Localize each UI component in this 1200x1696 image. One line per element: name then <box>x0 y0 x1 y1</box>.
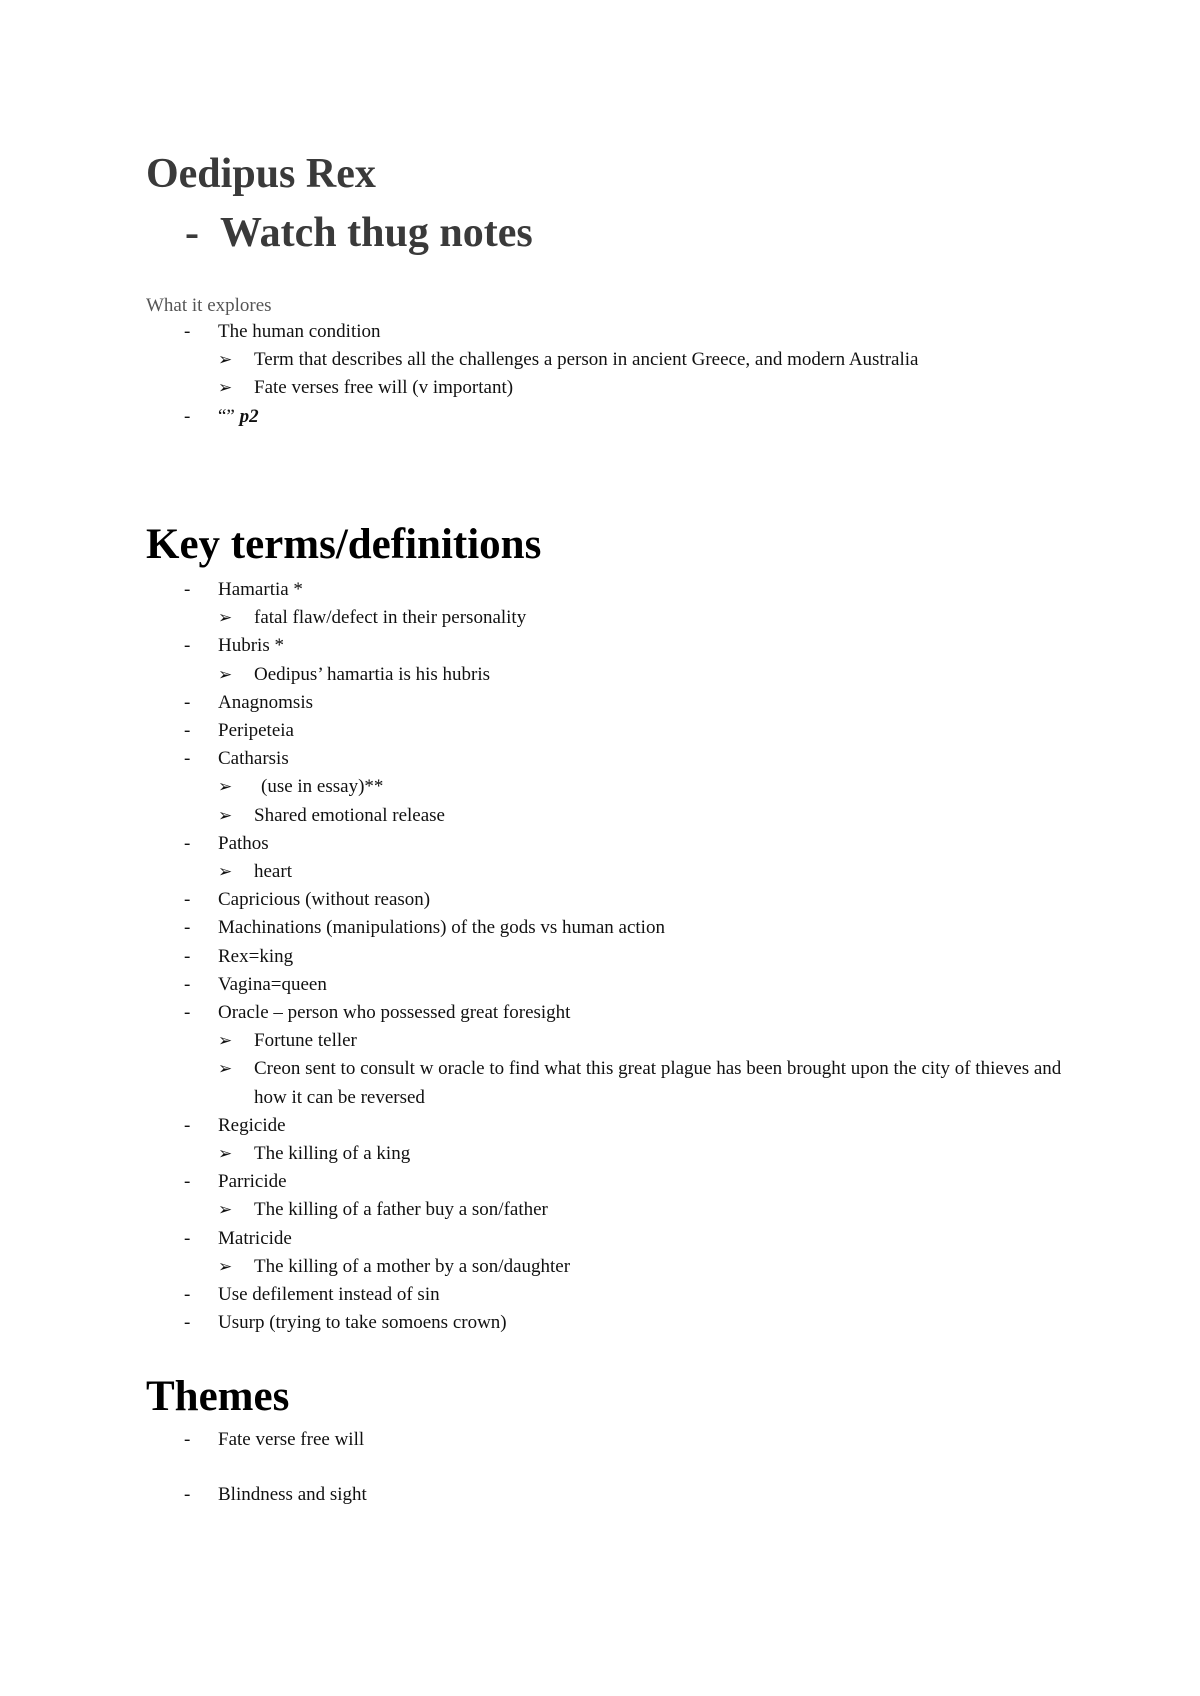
sub-list-item: ➢ Shared emotional release <box>0 802 1200 830</box>
list-item: - Vagina=queen <box>0 971 1200 999</box>
sub-list-item-text: (use in essay)** <box>261 776 384 798</box>
quote-marks: “” <box>218 405 235 427</box>
list-spacer <box>0 1454 1200 1481</box>
list-item: - Peripeteia <box>0 717 1200 745</box>
intro-label: What it explores <box>146 295 272 316</box>
list-item: - Use defilement instead of sin <box>0 1281 1200 1309</box>
themes-heading: Themes <box>146 1373 290 1420</box>
sub-list-item: ➢ Oedipus’ hamartia is his hubris <box>0 661 1200 689</box>
list-item: - Regicide <box>0 1112 1200 1140</box>
list-item: - Fate verse free will <box>0 1426 1200 1454</box>
list-item <box>0 403 1200 431</box>
subtitle-dash: - <box>185 210 199 256</box>
key-terms-list <box>0 576 1200 1337</box>
list-item: - Parricide <box>0 1168 1200 1196</box>
document-subtitle <box>185 203 533 263</box>
subtitle-text: Watch thug notes <box>220 210 533 256</box>
list-item: - Anagnomsis <box>0 689 1200 717</box>
themes-list <box>0 1426 1200 1509</box>
sub-list-item: ➢ The killing of a mother by a son/daughter <box>0 1253 1200 1281</box>
list-item: - The human condition <box>0 318 1200 346</box>
sub-list-item <box>0 773 1200 801</box>
list-item: - Rex=king <box>0 943 1200 971</box>
list-item: - Hubris * <box>0 632 1200 660</box>
list-item: - Matricide <box>0 1225 1200 1253</box>
list-item: - Machinations (manipulations) of the gods vs human action <box>0 914 1200 942</box>
sub-list-item: ➢ Creon sent to consult w oracle to find what this great plague has been brought upon the city of thieves and how it can be reversed <box>0 1055 1200 1111</box>
sub-list-item: ➢ The killing of a king <box>0 1140 1200 1168</box>
key-terms-heading: Key terms/definitions <box>146 521 542 568</box>
sub-list-item: ➢ Fate verses free will (v important) <box>0 374 1200 402</box>
list-item: - Oracle – person who possessed great foresight <box>0 999 1200 1027</box>
intro-list <box>0 318 1200 431</box>
list-item: - Hamartia * <box>0 576 1200 604</box>
sub-list-item: ➢ Fortune teller <box>0 1027 1200 1055</box>
list-item: - Usurp (trying to take somoens crown) <box>0 1309 1200 1337</box>
list-item: - Catharsis <box>0 745 1200 773</box>
page-reference: p2 <box>239 405 259 427</box>
sub-list-item: ➢ Term that describes all the challenges a person in ancient Greece, and modern Australia <box>0 346 1200 374</box>
sub-list-item: ➢ The killing of a father buy a son/father <box>0 1196 1200 1224</box>
list-item: - Pathos <box>0 830 1200 858</box>
sub-list-item: ➢ heart <box>0 858 1200 886</box>
list-item: - Blindness and sight <box>0 1481 1200 1509</box>
list-item: - Capricious (without reason) <box>0 886 1200 914</box>
document-title: Oedipus Rex <box>146 151 376 197</box>
sub-list-item: ➢ fatal flaw/defect in their personality <box>0 604 1200 632</box>
